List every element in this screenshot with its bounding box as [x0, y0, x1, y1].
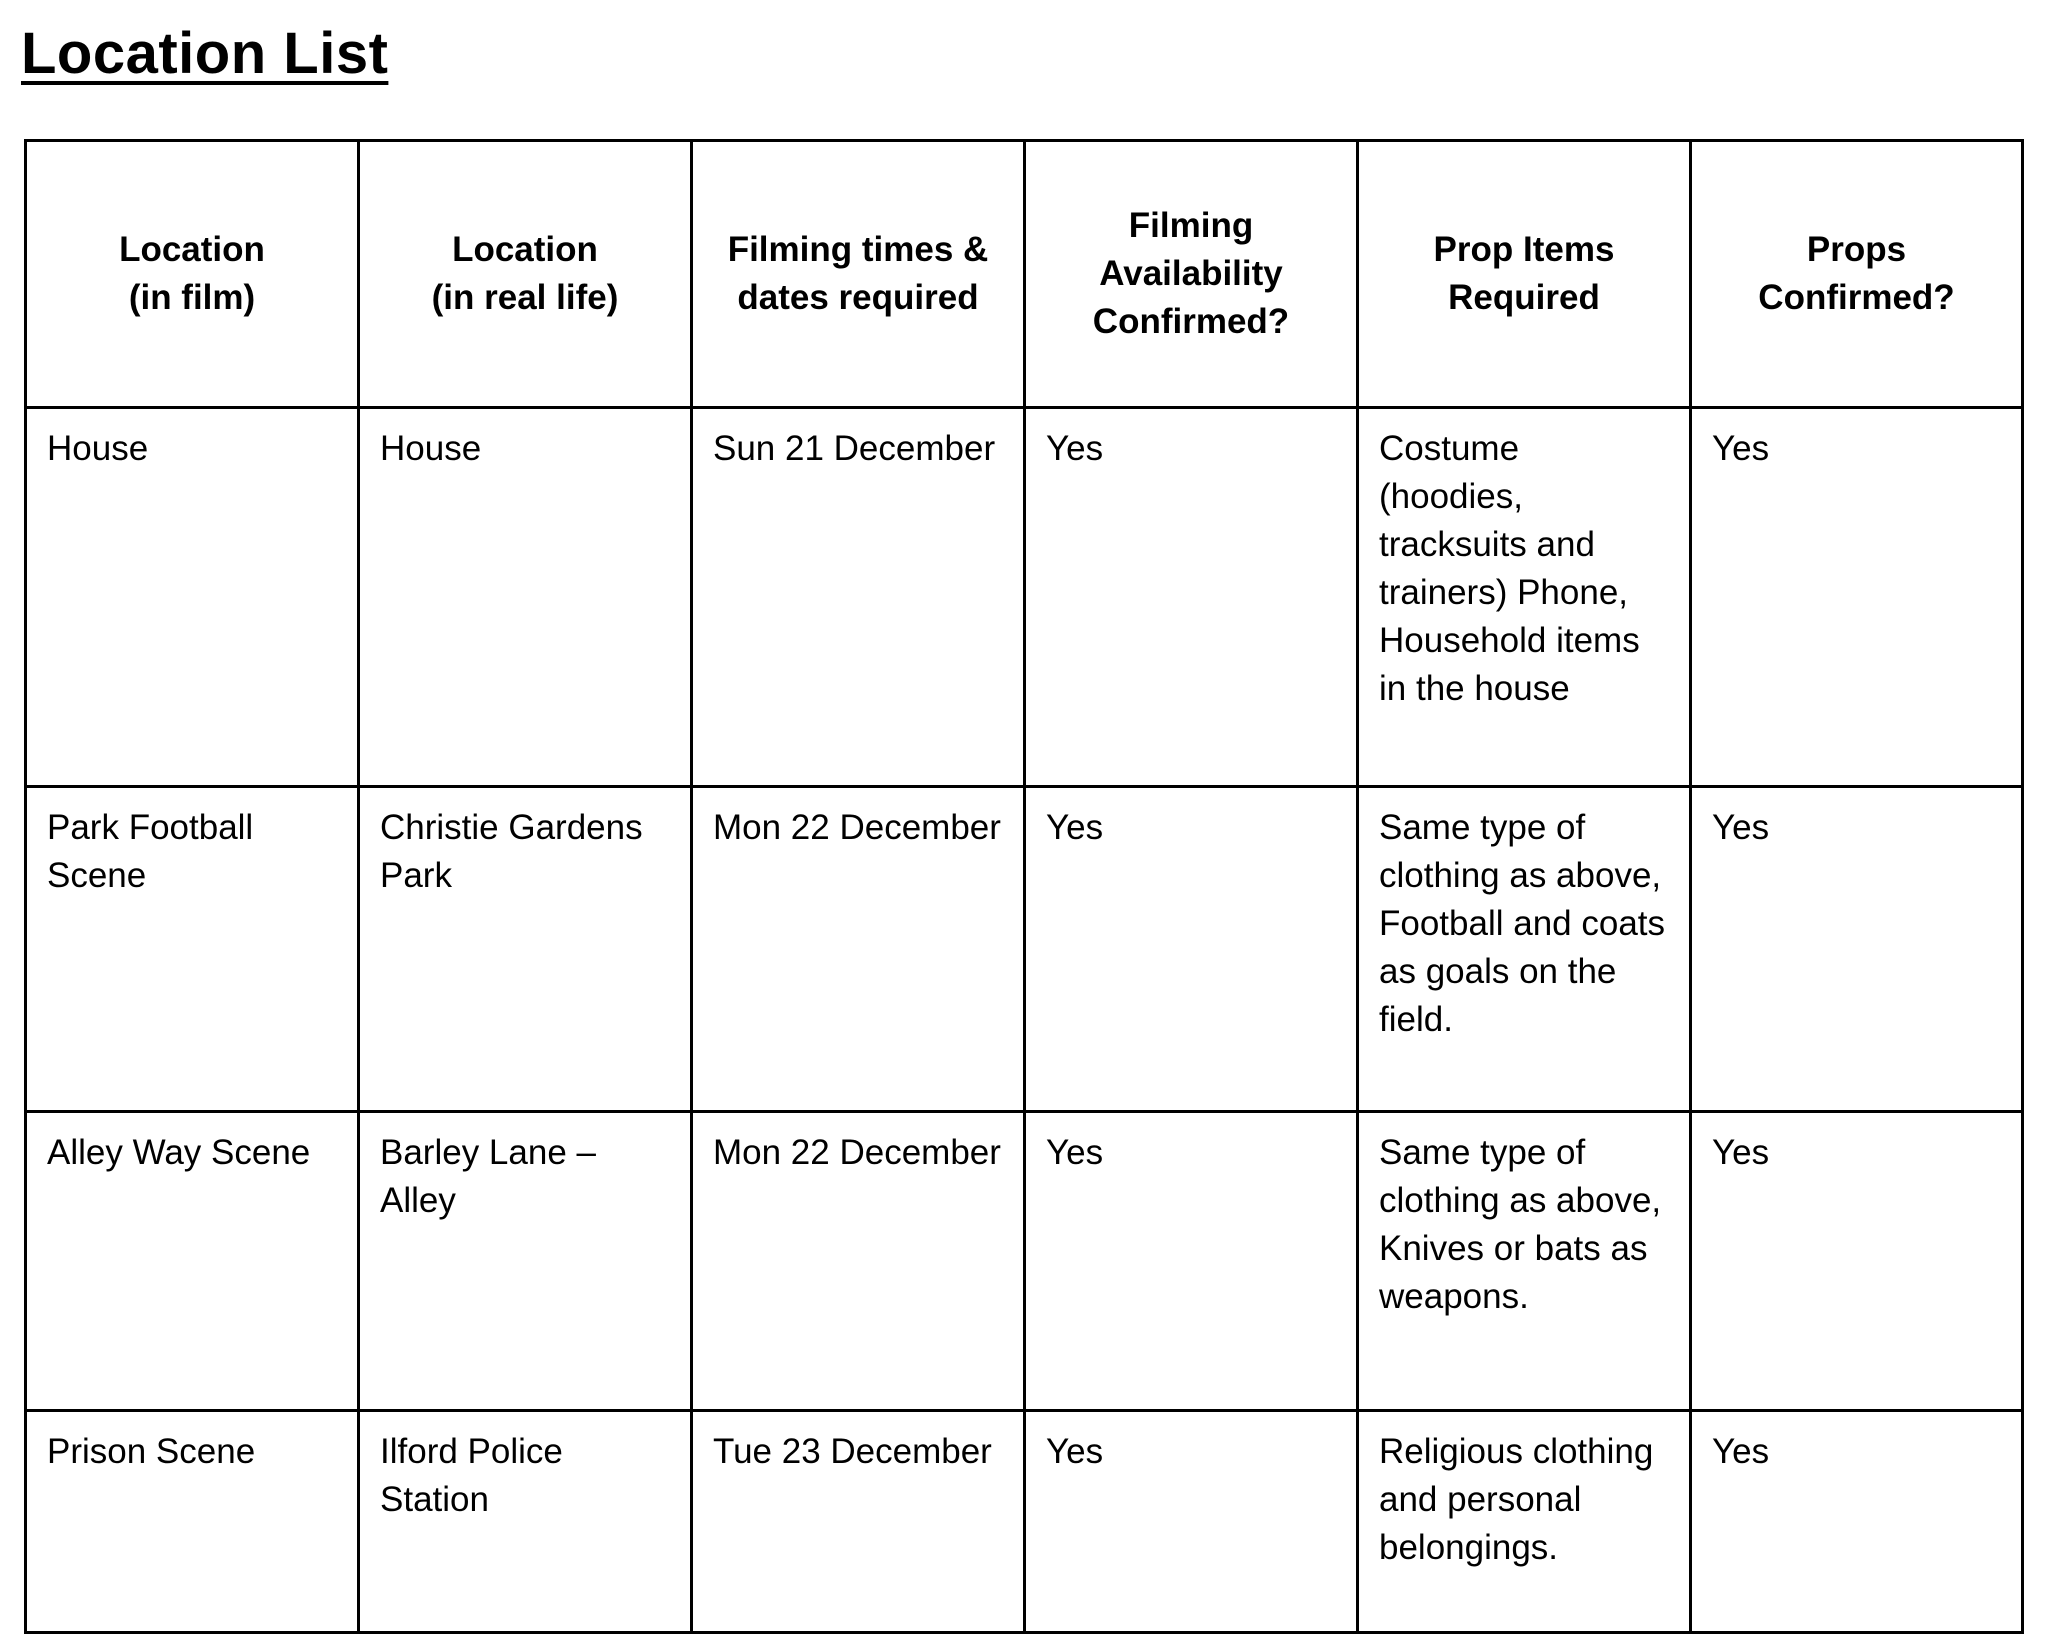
- cell-location-in-film: Prison Scene: [26, 1411, 359, 1633]
- cell-filming-dates: Sun 21 December: [692, 408, 1025, 787]
- header-text: Prop Items: [1433, 230, 1615, 269]
- cell-location-in-film: Park Football Scene: [26, 787, 359, 1112]
- cell-location-in-real-life: Christie Gardens Park: [359, 787, 692, 1112]
- header-text: Location: [119, 230, 265, 269]
- cell-availability-confirmed: Yes: [1025, 408, 1358, 787]
- cell-filming-dates: Tue 23 December: [692, 1411, 1025, 1633]
- cell-props-confirmed: Yes: [1691, 1411, 2023, 1633]
- header-prop-items: [1358, 141, 1691, 408]
- cell-location-in-film: Alley Way Scene: [26, 1112, 359, 1411]
- cell-prop-items: Costume (hoodies, tracksuits and trainers) Phone, Household items in the house: [1358, 408, 1691, 787]
- header-text: Confirmed?: [1758, 278, 1955, 317]
- table-row: [26, 787, 2023, 1112]
- page-title: Location List: [21, 21, 389, 86]
- header-props-confirmed: [1691, 141, 2023, 408]
- cell-location-in-real-life: Barley Lane – Alley: [359, 1112, 692, 1411]
- cell-availability-confirmed: Yes: [1025, 1112, 1358, 1411]
- cell-props-confirmed: Yes: [1691, 787, 2023, 1112]
- cell-props-confirmed: Yes: [1691, 408, 2023, 787]
- location-table: [24, 139, 2024, 1634]
- cell-prop-items: Same type of clothing as above, Football and coats as goals on the field.: [1358, 787, 1691, 1112]
- cell-prop-items: Same type of clothing as above, Knives or bats as weapons.: [1358, 1112, 1691, 1411]
- cell-props-confirmed: Yes: [1691, 1112, 2023, 1411]
- cell-availability-confirmed: Yes: [1025, 787, 1358, 1112]
- header-text: (in real life): [431, 278, 619, 317]
- header-row: [26, 141, 2023, 408]
- cell-filming-dates: Mon 22 December: [692, 787, 1025, 1112]
- cell-location-in-real-life: House: [359, 408, 692, 787]
- header-text: Filming times &: [727, 230, 989, 269]
- header-text: Availability: [1099, 254, 1283, 293]
- header-text: Filming: [1128, 206, 1254, 245]
- header-text: Required: [1448, 278, 1600, 317]
- cell-filming-dates: Mon 22 December: [692, 1112, 1025, 1411]
- table-row: [26, 1112, 2023, 1411]
- cell-location-in-film: House: [26, 408, 359, 787]
- header-location-in-film: [26, 141, 359, 408]
- table-row: [26, 1411, 2023, 1633]
- header-location-in-real-life: [359, 141, 692, 408]
- cell-availability-confirmed: Yes: [1025, 1411, 1358, 1633]
- table-row: [26, 408, 2023, 787]
- header-text: Location: [452, 230, 598, 269]
- header-text: Props: [1806, 230, 1907, 269]
- header-text: dates required: [737, 278, 979, 317]
- header-filming-times: [692, 141, 1025, 408]
- header-text: Confirmed?: [1092, 302, 1290, 341]
- header-text: (in film): [128, 278, 256, 317]
- cell-prop-items: Religious clothing and personal belongings.: [1358, 1411, 1691, 1633]
- header-filming-availability: [1025, 141, 1358, 408]
- cell-location-in-real-life: Ilford Police Station: [359, 1411, 692, 1633]
